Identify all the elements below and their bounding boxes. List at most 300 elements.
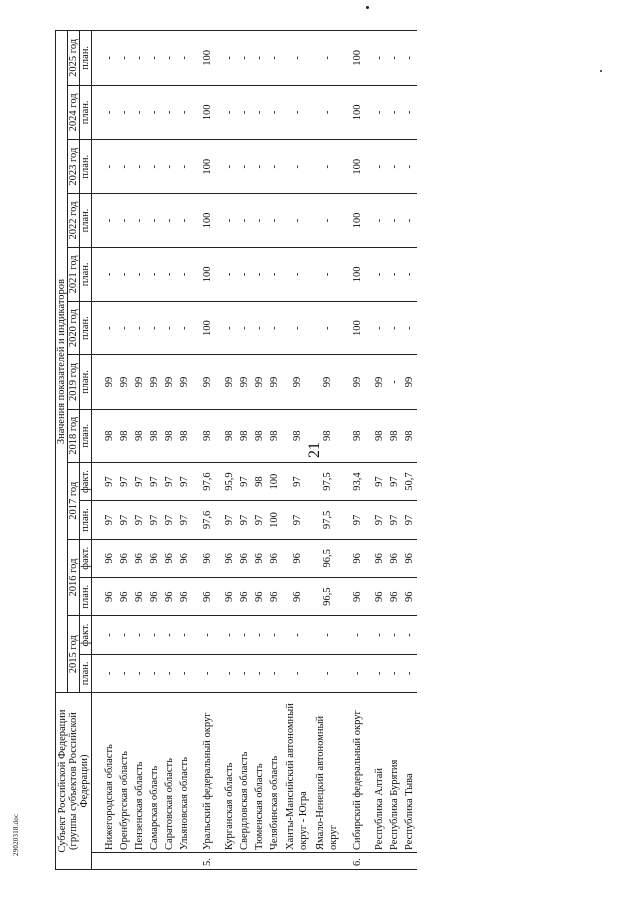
value-cell: 100: [342, 194, 372, 247]
value-cell: 97: [252, 501, 267, 539]
value-cell: 100: [342, 302, 372, 355]
spacer-cell: [92, 654, 103, 692]
value-cell: 96: [252, 539, 267, 577]
value-cell: -: [102, 616, 117, 654]
value-cell: 100: [342, 31, 372, 86]
subject-name: Саратовская область: [162, 693, 177, 853]
row-number: [117, 852, 132, 869]
subject-name: Оренбургская область: [117, 693, 132, 853]
value-cell: 99: [177, 355, 192, 409]
value-cell: -: [222, 616, 237, 654]
table-row: [177, 31, 192, 870]
table-row: [162, 31, 177, 870]
table-row: [372, 31, 387, 870]
table-row: [192, 31, 222, 870]
value-cell: -: [147, 194, 162, 247]
value-cell: 97: [117, 501, 132, 539]
table-row: [312, 31, 342, 870]
fact-header: факт.: [80, 616, 92, 654]
value-cell: -: [237, 194, 252, 247]
plan-header: план.: [80, 578, 92, 616]
value-cell: 97,6: [192, 462, 222, 500]
value-cell: -: [282, 616, 312, 654]
table-row: [102, 31, 117, 870]
value-cell: 98: [342, 409, 372, 462]
subject-name: Сибирский федеральный округ: [342, 693, 372, 853]
value-cell: 100: [192, 194, 222, 247]
value-cell: -: [132, 31, 147, 86]
value-cell: -: [402, 31, 417, 86]
value-cell: 96: [342, 578, 372, 616]
value-cell: -: [267, 302, 282, 355]
value-cell: 96: [162, 539, 177, 577]
value-cell: -: [117, 31, 132, 86]
value-cell: -: [402, 616, 417, 654]
value-cell: 99: [192, 355, 222, 409]
spacer-cell: [92, 616, 103, 654]
year-2024-header: 2024 год: [68, 85, 80, 139]
value-cell: -: [162, 194, 177, 247]
value-cell: -: [387, 654, 402, 692]
subject-name: Республика Тыва: [402, 693, 417, 853]
value-cell: 98: [192, 409, 222, 462]
value-cell: 98: [147, 409, 162, 462]
value-cell: -: [177, 616, 192, 654]
value-cell: -: [252, 616, 267, 654]
row-number: [132, 852, 147, 869]
spacer-cell: [92, 539, 103, 577]
value-cell: 97: [147, 462, 162, 500]
value-cell: 98: [102, 409, 117, 462]
value-cell: 99: [372, 355, 387, 409]
table-row: [117, 31, 132, 870]
value-cell: -: [312, 31, 342, 86]
value-cell: 96: [192, 578, 222, 616]
value-cell: 93,4: [342, 462, 372, 500]
scan-speck: [366, 6, 369, 9]
value-cell: 99: [117, 355, 132, 409]
value-cell: -: [147, 654, 162, 692]
value-cell: -: [102, 247, 117, 301]
value-cell: 100: [192, 302, 222, 355]
plan-header: план.: [80, 654, 92, 692]
value-cell: -: [387, 616, 402, 654]
value-cell: -: [237, 654, 252, 692]
value-cell: -: [312, 140, 342, 194]
value-cell: -: [102, 31, 117, 86]
value-cell: 50,7: [402, 462, 417, 500]
subject-name: Курганская область: [222, 693, 237, 853]
value-cell: 96: [282, 578, 312, 616]
value-cell: 97: [162, 462, 177, 500]
value-cell: -: [237, 616, 252, 654]
table-row: [402, 31, 417, 870]
value-cell: 99: [162, 355, 177, 409]
value-cell: -: [312, 654, 342, 692]
row-number: [402, 852, 417, 869]
value-cell: 100: [342, 85, 372, 139]
footer-code: 29020318.doc: [12, 813, 20, 856]
value-cell: -: [222, 654, 237, 692]
value-cell: 96: [177, 578, 192, 616]
value-cell: -: [267, 247, 282, 301]
value-cell: 98: [222, 409, 237, 462]
row-number: [147, 852, 162, 869]
value-cell: 97: [237, 462, 252, 500]
value-cell: 96: [162, 578, 177, 616]
value-cell: -: [282, 302, 312, 355]
value-cell: 97: [222, 501, 237, 539]
value-cell: -: [117, 247, 132, 301]
value-cell: -: [222, 302, 237, 355]
subject-name: Челябинская область: [267, 693, 282, 853]
value-cell: 96: [102, 539, 117, 577]
value-cell: -: [192, 616, 222, 654]
value-cell: -: [162, 85, 177, 139]
value-cell: -: [312, 247, 342, 301]
value-cell: 99: [282, 355, 312, 409]
value-cell: -: [267, 654, 282, 692]
value-cell: -: [372, 616, 387, 654]
value-cell: -: [387, 194, 402, 247]
subject-name: Ульяновская область: [177, 693, 192, 853]
value-cell: -: [312, 194, 342, 247]
value-cell: 100: [267, 501, 282, 539]
value-cell: -: [102, 194, 117, 247]
value-cell: 99: [342, 355, 372, 409]
value-cell: -: [282, 247, 312, 301]
spacer-cell: [92, 194, 103, 247]
value-cell: -: [372, 140, 387, 194]
value-cell: 96: [147, 539, 162, 577]
value-cell: 100: [192, 31, 222, 86]
value-cell: -: [132, 654, 147, 692]
value-cell: -: [252, 247, 267, 301]
row-number: [162, 852, 177, 869]
spacer-cell: [92, 85, 103, 139]
subject-name: Тюменская область: [252, 693, 267, 853]
value-cell: -: [102, 85, 117, 139]
value-cell: -: [387, 140, 402, 194]
value-cell: 100: [342, 247, 372, 301]
table-row: [132, 31, 147, 870]
spacer-cell: [92, 31, 103, 86]
value-cell: 96: [147, 578, 162, 616]
value-cell: -: [102, 140, 117, 194]
spacer-cell: [92, 355, 103, 409]
row-number: [102, 852, 117, 869]
value-cell: 98: [132, 409, 147, 462]
value-cell: 96: [222, 539, 237, 577]
value-cell: 98: [402, 409, 417, 462]
value-cell: -: [252, 194, 267, 247]
value-cell: 99: [132, 355, 147, 409]
value-cell: 97,5: [312, 501, 342, 539]
value-cell: -: [402, 194, 417, 247]
value-cell: -: [282, 140, 312, 194]
table-row: [252, 31, 267, 870]
year-2016-header: 2016 год: [68, 539, 80, 616]
spacer-cell: [92, 140, 103, 194]
value-cell: -: [117, 85, 132, 139]
value-cell: -: [162, 247, 177, 301]
subject-name: Самарская область: [147, 693, 162, 853]
value-cell: -: [282, 654, 312, 692]
subject-column-header: Субъект Российской Федерации (группы субъектов Российской Федерации): [56, 693, 92, 870]
value-cell: -: [372, 654, 387, 692]
value-cell: 97: [237, 501, 252, 539]
value-cell: 97: [387, 501, 402, 539]
value-cell: 96,5: [312, 578, 342, 616]
plan-header: план.: [80, 302, 92, 355]
value-cell: 97: [177, 462, 192, 500]
value-cell: -: [117, 654, 132, 692]
table-row: [282, 31, 312, 870]
value-cell: 97,6: [192, 501, 222, 539]
value-cell: -: [267, 85, 282, 139]
value-cell: 98: [252, 462, 267, 500]
value-cell: 96: [102, 578, 117, 616]
subject-name: Нижегородская область: [102, 693, 117, 853]
value-cell: -: [177, 654, 192, 692]
value-cell: 99: [402, 355, 417, 409]
value-cell: 99: [312, 355, 342, 409]
value-cell: -: [117, 140, 132, 194]
value-cell: 96: [222, 578, 237, 616]
value-cell: -: [237, 247, 252, 301]
row-number: [387, 852, 402, 869]
table-body: [92, 31, 418, 870]
value-cell: 97: [117, 462, 132, 500]
plan-header: план.: [80, 85, 92, 139]
row-number: [237, 852, 252, 869]
table-row: [237, 31, 252, 870]
value-cell: 96: [402, 539, 417, 577]
value-cell: 98: [372, 409, 387, 462]
value-cell: -: [237, 140, 252, 194]
value-cell: 97: [162, 501, 177, 539]
value-cell: -: [177, 302, 192, 355]
value-cell: -: [237, 31, 252, 86]
value-cell: -: [177, 31, 192, 86]
value-cell: -: [222, 31, 237, 86]
value-cell: -: [342, 616, 372, 654]
table-row: [147, 31, 162, 870]
subject-name: Свердловская область: [237, 693, 252, 853]
value-cell: -: [312, 85, 342, 139]
group-values-header: Значения показателей и индикаторов: [56, 31, 68, 693]
value-cell: -: [222, 140, 237, 194]
value-cell: -: [387, 355, 402, 409]
value-cell: 97,5: [312, 462, 342, 500]
value-cell: 98: [387, 409, 402, 462]
value-cell: -: [267, 140, 282, 194]
subject-name: Уральский федеральный округ: [192, 693, 222, 853]
subject-name: Республика Алтай: [372, 693, 387, 853]
value-cell: -: [402, 85, 417, 139]
value-cell: 97: [147, 501, 162, 539]
value-cell: 97: [132, 462, 147, 500]
value-cell: -: [147, 85, 162, 139]
value-cell: -: [147, 616, 162, 654]
value-cell: 96: [177, 539, 192, 577]
rotated-table-sheet: [55, 30, 615, 870]
value-cell: -: [117, 616, 132, 654]
value-cell: 96: [267, 578, 282, 616]
value-cell: 96: [372, 539, 387, 577]
value-cell: -: [402, 140, 417, 194]
value-cell: 98: [282, 409, 312, 462]
value-cell: -: [132, 302, 147, 355]
value-cell: 96: [267, 539, 282, 577]
value-cell: 97: [177, 501, 192, 539]
value-cell: -: [372, 194, 387, 247]
plan-header: план.: [80, 140, 92, 194]
value-cell: -: [147, 302, 162, 355]
value-cell: -: [372, 302, 387, 355]
value-cell: 97: [372, 462, 387, 500]
table-row: [387, 31, 402, 870]
year-2021-header: 2021 год: [68, 247, 80, 301]
value-cell: -: [282, 31, 312, 86]
value-cell: -: [132, 85, 147, 139]
row-number: 5.: [192, 852, 222, 869]
value-cell: -: [372, 31, 387, 86]
fact-header: факт.: [80, 462, 92, 500]
value-cell: -: [402, 302, 417, 355]
value-cell: -: [102, 654, 117, 692]
value-cell: 100: [192, 85, 222, 139]
value-cell: 96: [342, 539, 372, 577]
spacer-cell: [92, 578, 103, 616]
value-cell: 96: [387, 539, 402, 577]
value-cell: -: [147, 31, 162, 86]
year-2017-header: 2017 год: [68, 462, 80, 539]
year-2019-header: 2019 год: [68, 355, 80, 409]
value-cell: -: [177, 140, 192, 194]
row-number: [312, 852, 342, 869]
value-cell: 96: [252, 578, 267, 616]
row-number: [282, 852, 312, 869]
value-cell: -: [282, 194, 312, 247]
value-cell: -: [192, 654, 222, 692]
plan-header: план.: [80, 247, 92, 301]
value-cell: -: [387, 31, 402, 86]
subject-name: Ямало-Ненецкий автономный округ: [312, 693, 342, 853]
value-cell: 100: [192, 247, 222, 301]
value-cell: -: [252, 31, 267, 86]
value-cell: -: [162, 31, 177, 86]
value-cell: 96: [237, 539, 252, 577]
value-cell: -: [132, 194, 147, 247]
spacer-cell: [92, 302, 103, 355]
value-cell: 97: [372, 501, 387, 539]
value-cell: -: [222, 247, 237, 301]
spacer-cell: [92, 693, 103, 853]
table-row: [342, 31, 372, 870]
value-cell: 96: [237, 578, 252, 616]
value-cell: -: [177, 194, 192, 247]
value-cell: 98: [312, 409, 342, 462]
value-cell: -: [132, 247, 147, 301]
value-cell: 99: [147, 355, 162, 409]
value-cell: 96: [117, 539, 132, 577]
value-cell: 98: [177, 409, 192, 462]
row-number: [252, 852, 267, 869]
value-cell: -: [252, 654, 267, 692]
value-cell: -: [267, 31, 282, 86]
value-cell: 99: [222, 355, 237, 409]
value-cell: 98: [162, 409, 177, 462]
plan-header: план.: [80, 194, 92, 247]
value-cell: 97: [102, 501, 117, 539]
value-cell: 96: [132, 539, 147, 577]
value-cell: -: [177, 247, 192, 301]
plan-header: план.: [80, 31, 92, 86]
spacer-cell: [92, 247, 103, 301]
value-cell: -: [372, 247, 387, 301]
value-cell: 96: [132, 578, 147, 616]
value-cell: 96: [192, 539, 222, 577]
indicators-table: [55, 30, 417, 870]
plan-header: план.: [80, 409, 92, 462]
value-cell: -: [147, 140, 162, 194]
value-cell: 99: [102, 355, 117, 409]
year-2025-header: 2025 год: [68, 31, 80, 86]
year-2015-header: 2015 год: [68, 616, 80, 693]
value-cell: 99: [237, 355, 252, 409]
value-cell: -: [387, 247, 402, 301]
value-cell: -: [312, 616, 342, 654]
value-cell: -: [222, 194, 237, 247]
value-cell: -: [372, 85, 387, 139]
value-cell: 97: [342, 501, 372, 539]
value-cell: 98: [252, 409, 267, 462]
value-cell: 96: [402, 578, 417, 616]
subject-name: Ханты-Мансийский автономный округ - Югра: [282, 693, 312, 853]
value-cell: -: [102, 302, 117, 355]
value-cell: -: [237, 85, 252, 139]
value-cell: -: [312, 302, 342, 355]
page-number: 21: [306, 442, 323, 458]
value-cell: -: [282, 85, 312, 139]
row-number: 6.: [342, 852, 372, 869]
value-cell: -: [117, 302, 132, 355]
value-cell: -: [162, 302, 177, 355]
value-cell: 100: [192, 140, 222, 194]
subject-name: Пензенская область: [132, 693, 147, 853]
value-cell: 99: [252, 355, 267, 409]
value-cell: 97: [132, 501, 147, 539]
value-cell: -: [132, 140, 147, 194]
row-number: [267, 852, 282, 869]
year-2020-header: 2020 год: [68, 302, 80, 355]
value-cell: -: [177, 85, 192, 139]
value-cell: -: [162, 654, 177, 692]
value-cell: 98: [117, 409, 132, 462]
value-cell: 98: [267, 409, 282, 462]
value-cell: 96: [387, 578, 402, 616]
value-cell: -: [342, 654, 372, 692]
spacer-cell: [92, 501, 103, 539]
value-cell: 97: [282, 501, 312, 539]
subject-name: Республика Бурятия: [387, 693, 402, 853]
value-cell: 99: [267, 355, 282, 409]
value-cell: -: [162, 616, 177, 654]
value-cell: -: [387, 302, 402, 355]
year-2022-header: 2022 год: [68, 194, 80, 247]
value-cell: 96,5: [312, 539, 342, 577]
